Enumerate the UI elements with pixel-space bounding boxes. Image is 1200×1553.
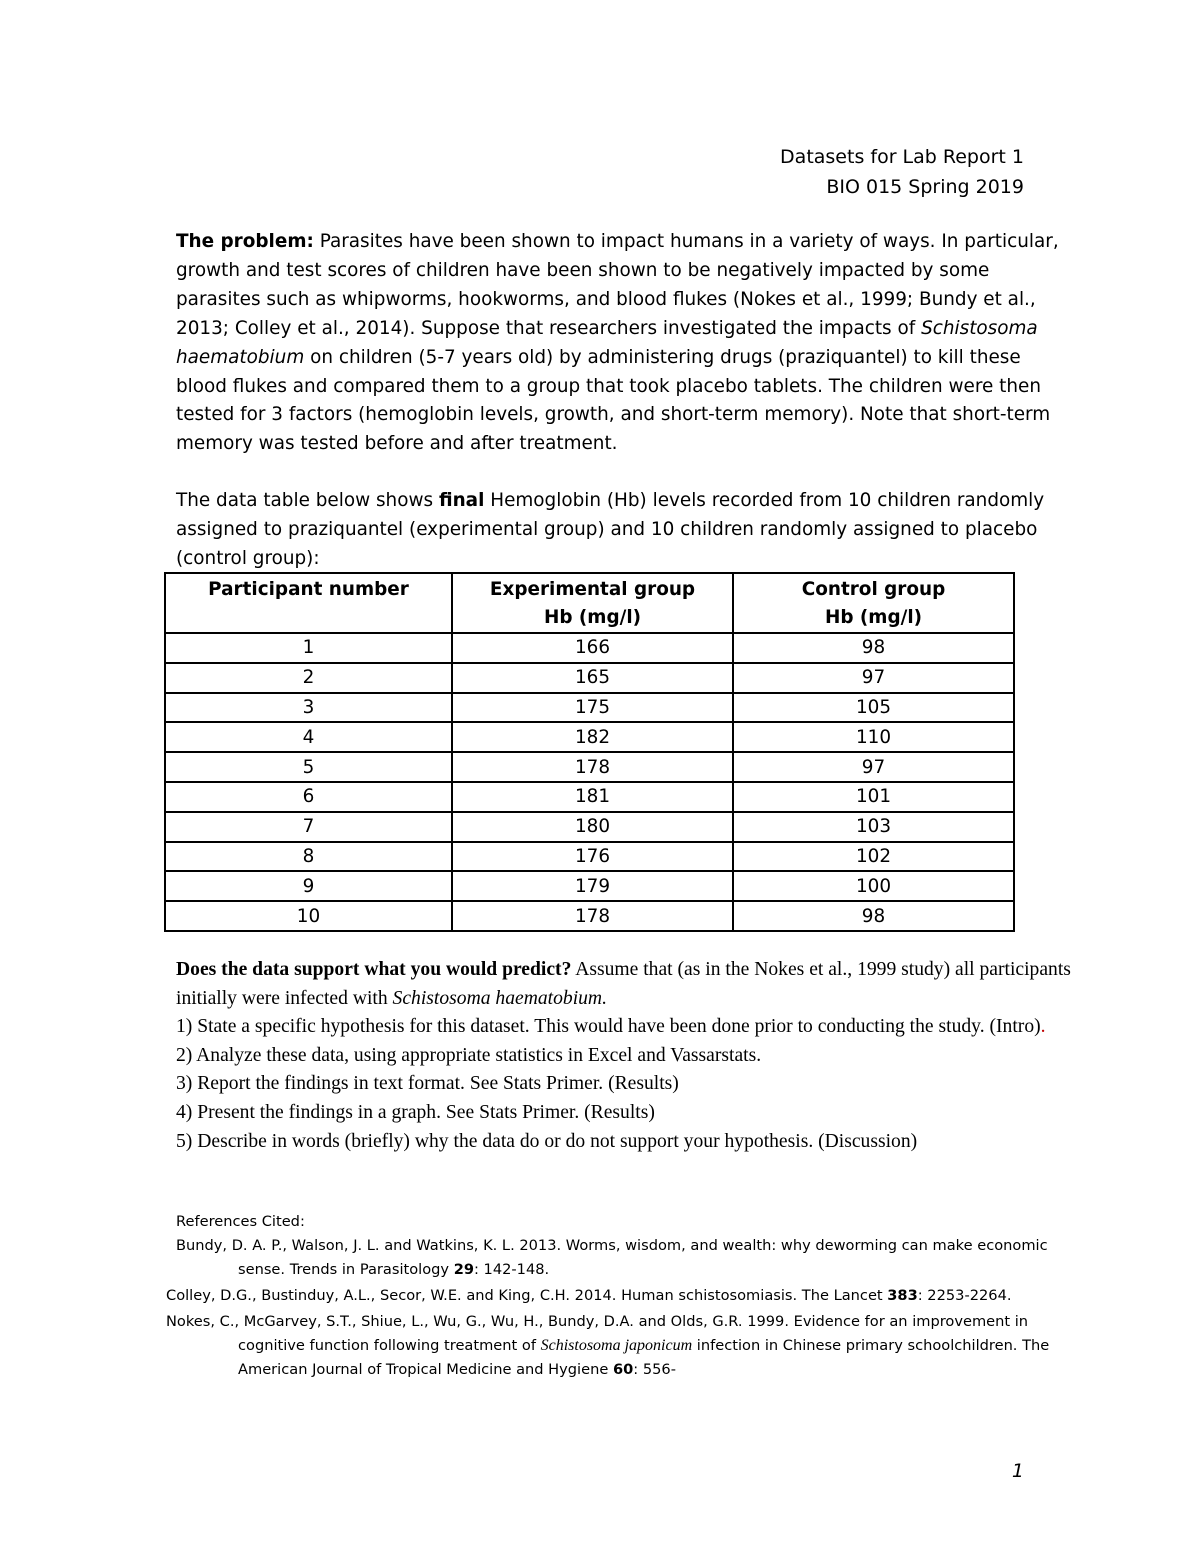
questions-lead: Does the data support what you would predict? Assume that (as in the Nokes et al., 1999 study) all participants initially were infected with Schistosoma haematobium. [176, 959, 1071, 1009]
header-title: Datasets for Lab Report 1 [780, 146, 1024, 168]
cell-experimental: 175 [452, 693, 733, 723]
cell-participant: 4 [165, 722, 452, 752]
table-header-row [165, 573, 1014, 633]
document-header [780, 142, 1024, 202]
cell-participant: 6 [165, 782, 452, 812]
cell-participant: 8 [165, 842, 452, 872]
problem-statement [176, 228, 1076, 459]
cell-participant: 9 [165, 871, 452, 901]
cell-experimental: 179 [452, 871, 733, 901]
cell-control: 97 [733, 752, 1014, 782]
cell-experimental: 176 [452, 842, 733, 872]
question-4: 4) Present the findings in a graph. See Stats Primer. (Results) [176, 1101, 655, 1123]
cell-control: 110 [733, 722, 1014, 752]
table-row [165, 842, 1014, 872]
cell-control: 102 [733, 842, 1014, 872]
cell-control: 101 [733, 782, 1014, 812]
cell-control: 103 [733, 812, 1014, 842]
header-experimental: Experimental group Hb (mg/l) [452, 573, 733, 633]
table-row [165, 782, 1014, 812]
cell-control: 100 [733, 871, 1014, 901]
assignment-questions [176, 956, 1096, 1156]
intro-text-1: The data table below shows [176, 490, 439, 511]
table-intro [176, 486, 1076, 573]
table-row [165, 693, 1014, 723]
intro-bold: final [438, 490, 485, 511]
cell-experimental: 178 [452, 901, 733, 931]
cell-experimental: 166 [452, 633, 733, 663]
cell-control: 97 [733, 663, 1014, 693]
reference-nokes: Nokes, C., McGarvey, S.T., Shiue, L., Wu, G., Wu, H., Bundy, D.A. and Olds, G.R. 1999. Evidence for an improvement in cognitive function following treatment of Schistosoma japonicum infection in Chinese primary schoolchildren. The American Journal of Tropical Medicine and Hygiene 60: 556- [166, 1313, 1050, 1378]
question-5: 5) Describe in words (briefly) why the data do or do not support your hypothesis. (Discussion) [176, 1130, 918, 1152]
reference-bundy: Bundy, D. A. P., Walson, J. L. and Watkins, K. L. 2013. Worms, wisdom, and wealth: why deworming can make economic sense. Trends in Parasitology 29: 142-148. [176, 1237, 1048, 1278]
problem-text-2: on children (5-7 years old) by administering drugs (praziquantel) to kill these blood flukes and compared them to a group that took placebo tablets. The children were then tested for 3 factors (hemoglobin levels, growth, and short-term memory). Note that short-term memory was tested before and after treatment. [176, 346, 1051, 455]
cell-experimental: 165 [452, 663, 733, 693]
cell-experimental: 181 [452, 782, 733, 812]
problem-text-1: Parasites have been shown to impact humans in a variety of ways. In particular, growth and test scores of children have been shown to be negatively impacted by some parasites such as whipworms, hookworms, and blood flukes (Nokes et al., 1999; Bundy et al., 2013; Colley et al., 2014). Suppose that researchers investigated the impacts of [176, 231, 1059, 339]
problem-label: The problem: [176, 231, 314, 252]
header-participant: Participant number [165, 573, 452, 633]
cell-participant: 1 [165, 633, 452, 663]
cell-experimental: 182 [452, 722, 733, 752]
header-control: Control group Hb (mg/l) [733, 573, 1014, 633]
cell-participant: 2 [165, 663, 452, 693]
intro-text-2: Hemoglobin (Hb) levels recorded from 10 children randomly assigned to praziquantel (experimental group) and 10 children randomly assigned to placebo (control group): [176, 490, 1045, 569]
table-row [165, 812, 1014, 842]
cell-participant: 10 [165, 901, 452, 931]
cell-experimental: 178 [452, 752, 733, 782]
reference-colley: Colley, D.G., Bustinduy, A.L., Secor, W.E. and King, C.H. 2014. Human schistosomiasis. The Lancet 383: 2253-2264. [166, 1287, 1012, 1304]
page-number: 1 [1011, 1460, 1024, 1482]
cell-participant: 3 [165, 693, 452, 723]
table-row [165, 752, 1014, 782]
problem-species: Schistosoma haematobium [176, 317, 1038, 368]
cell-participant: 7 [165, 812, 452, 842]
references-title: References Cited: [176, 1213, 305, 1230]
references-section [166, 1210, 1086, 1384]
cell-control: 98 [733, 901, 1014, 931]
table-row [165, 722, 1014, 752]
table-row [165, 633, 1014, 663]
hemoglobin-table [164, 572, 1015, 932]
cell-participant: 5 [165, 752, 452, 782]
header-course: BIO 015 Spring 2019 [826, 176, 1024, 198]
question-1: 1) State a specific hypothesis for this dataset. This would have been done prior to conducting the study. (Intro). [176, 1016, 1046, 1038]
table-row [165, 901, 1014, 931]
cell-control: 105 [733, 693, 1014, 723]
cell-control: 98 [733, 633, 1014, 663]
table-row [165, 663, 1014, 693]
cell-experimental: 180 [452, 812, 733, 842]
table-row [165, 871, 1014, 901]
question-2: 2) Analyze these data, using appropriate statistics in Excel and Vassarstats. [176, 1044, 762, 1066]
question-3: 3) Report the findings in text format. See Stats Primer. (Results) [176, 1073, 679, 1095]
